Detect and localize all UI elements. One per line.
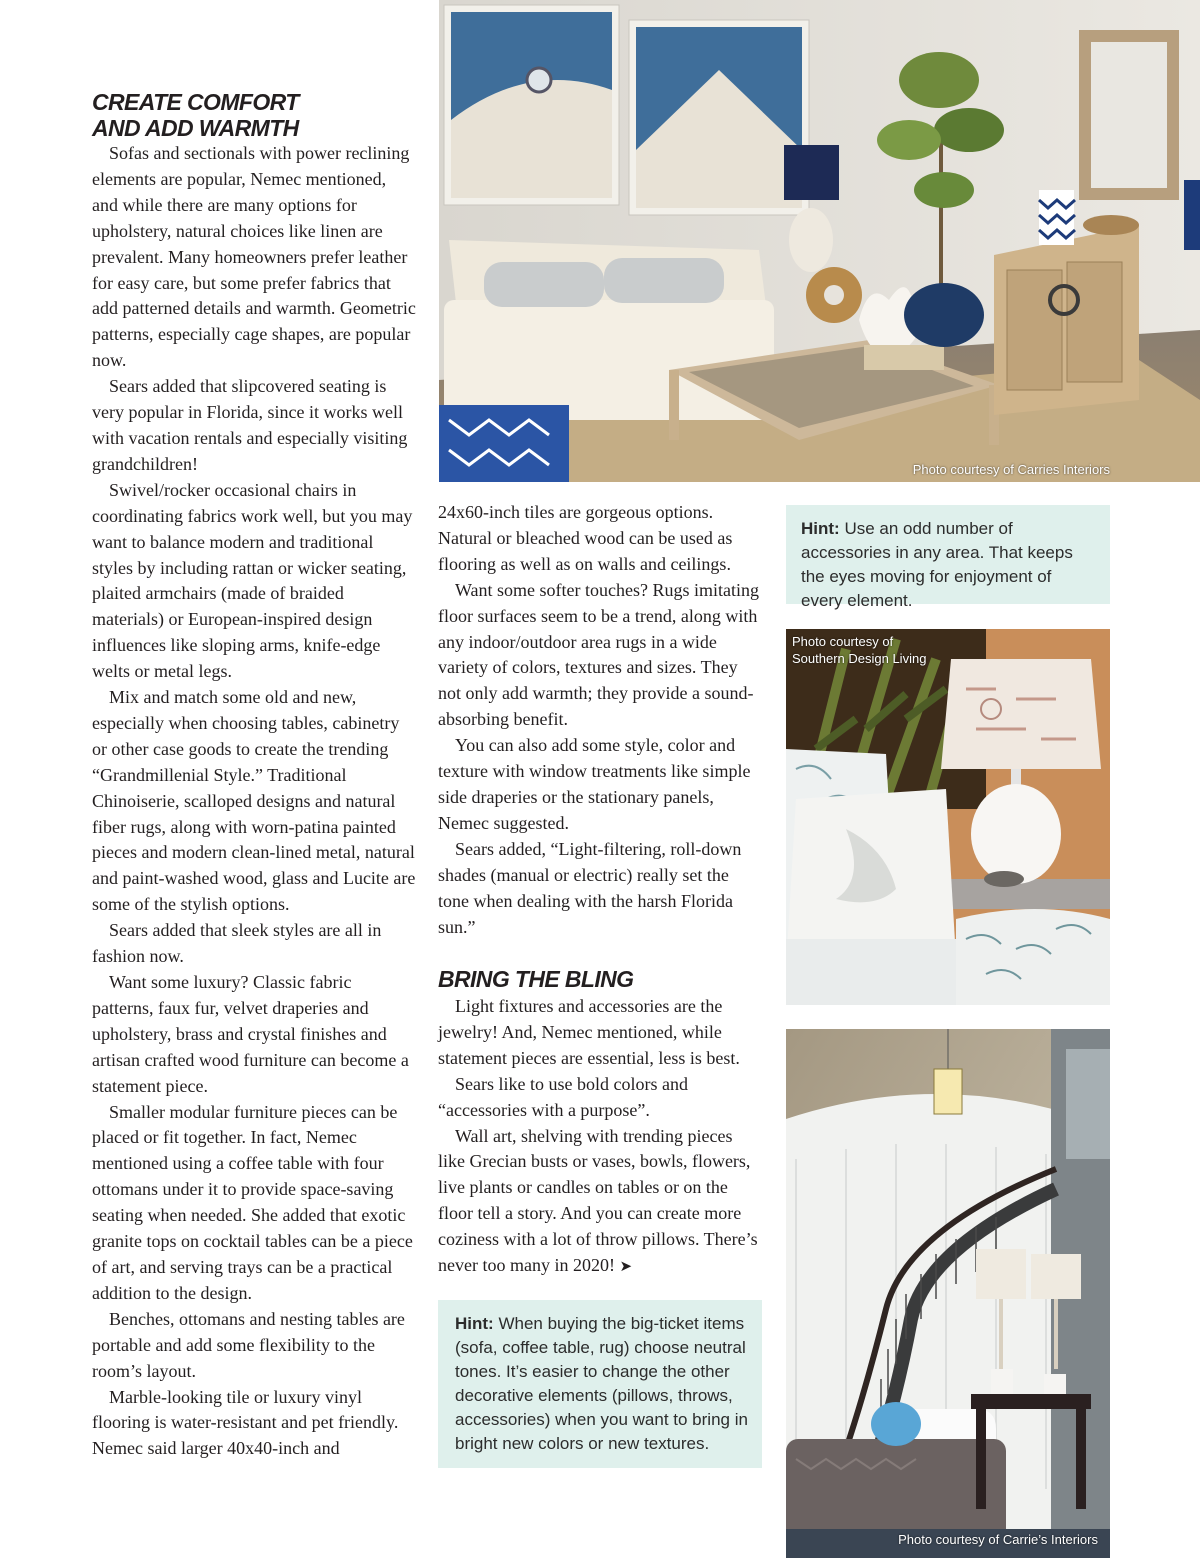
paragraph: Marble-looking tile or luxury vinyl flooring is water-resistant and pet friendly. Nemec said larger 40x40-inch and (92, 1386, 399, 1459)
lamp-pillow-illustration (786, 629, 1110, 1005)
paragraph: Swivel/rocker occasional chairs in coordinating fabrics work well, but you may want to balance modern and traditional styles by including rattan or wicker seating, plaited armchairs (made of braided materials) or European-inspired design influences like sloping arms, knife-edge welts or metal legs. (92, 479, 413, 682)
hint-box-accessories (786, 505, 1110, 610)
paragraph: Mix and match some old and new, especially when choosing tables, cabinetry or other case goods to create the trending “Grandmillenial Style.” Traditional Chinoiserie, scalloped designs and natural fiber rugs, along with worn-patina painted pieces and modern clean-lined metal, natural and paint-washed wood, glass and Lucite are some of the stylish options. (92, 687, 416, 915)
living-room-illustration (439, 0, 1200, 482)
paragraph (438, 1124, 762, 1281)
photo-credit-lamp (792, 633, 926, 667)
section-heading-bling: BRING THE BLING (438, 966, 634, 992)
hint-text: When buying the big-ticket items (sofa, coffee table, rug) choose neutral tones. It’s easier to change the other decorative elements (pillows, throws, accessories) when you want to bring in bright new colors or new textures. (455, 1314, 748, 1453)
hint-label: Hint: (801, 519, 840, 538)
end-arrow-icon: ➤ (619, 1259, 633, 1276)
photo-credit-living-room: Photo courtesy of Carries Interiors (912, 462, 1110, 477)
photo-credit-staircase: Photo courtesy of Carrie’s Interiors (898, 1532, 1098, 1547)
paragraph-text: Wall art, shelving with trending pieces like Grecian busts or vases, bowls, flowers, live plants or candles on tables or on the floor tell a story. And you can create more coziness with a lot of throw pillows. There’s never too many in 2020! (438, 1125, 758, 1276)
paragraph: Benches, ottomans and nesting tables are portable and add some flexibility to the room’s layout. (92, 1308, 405, 1381)
staircase-illustration (786, 1029, 1110, 1558)
paragraph: Sears like to use bold colors and “accessories with a purpose”. (438, 1073, 688, 1120)
paragraph: You can also add some style, color and texture with window treatments like simple side draperies or the stationary panels, Nemec suggested. (438, 735, 751, 833)
middle-column-text-bling (438, 994, 762, 1281)
paragraph: Sears added, “Light-filtering, roll-down shades (manual or electric) really set the tone when dealing with the harsh Florida sun.” (438, 838, 742, 937)
photo-credit-line-1: Photo courtesy of (792, 634, 894, 649)
paragraph: Smaller modular furniture pieces can be placed or fit together. In fact, Nemec mentioned using a coffee table with four ottomans under it to provide space-saving seating when needed. She added that exotic granite tops on cocktail tables can be a piece of art, and serving trays can be a practical addition to the design. (92, 1101, 413, 1303)
living-room-photo (439, 0, 1200, 482)
heading-line-2: AND ADD WARMTH (92, 115, 299, 141)
middle-column-text-top (438, 500, 762, 940)
paragraph: Sears added that slipcovered seating is very popular in Florida, since it works well with vacation rentals and especially visiting grandchildren! (92, 376, 408, 474)
section-heading-comfort (92, 89, 422, 141)
hint-label: Hint: (455, 1314, 494, 1333)
paragraph: Want some softer touches? Rugs imitating floor surfaces seem to be a trend, along with any indoor/outdoor area rugs in a wide variety of colors, textures and sizes. They not only add warmth; they provide a sound-absorbing benefit. (438, 579, 759, 730)
paragraph: Light fixtures and accessories are the jewelry! And, Nemec mentioned, while statement pieces are essential, less is best. (438, 996, 740, 1068)
hint-text: Use an odd number of accessories in any area. That keeps the eyes moving for enjoyment of every element. (801, 519, 1073, 610)
hint-box-neutral (438, 1300, 762, 1468)
photo-credit-line-2: Southern Design Living (792, 651, 927, 666)
paragraph: Sofas and sectionals with power reclining elements are popular, Nemec mentioned, and while there are many options for upholstery, natural choices like linen are prevalent. Many homeowners prefer leather for easy care, but some prefer fabrics that add patterned details and warmth. Geometric patterns, especially cage shapes, are popular now. (92, 143, 416, 371)
paragraph-continued: 24x60-inch tiles are gorgeous options. Natural or bleached wood can be used as flooring as well as on walls and ceilings. (438, 502, 733, 574)
paragraph: Sears added that sleek styles are all in fashion now. (92, 920, 382, 967)
left-column-text (92, 141, 416, 1462)
heading-line-1: CREATE COMFORT (92, 89, 299, 115)
paragraph: Want some luxury? Classic fabric patterns, faux fur, velvet draperies and upholstery, brass and crystal finishes and artisan crafted wood furniture can become a statement piece. (92, 972, 409, 1096)
staircase-photo (786, 1029, 1110, 1558)
lamp-pillow-photo (786, 629, 1110, 1005)
